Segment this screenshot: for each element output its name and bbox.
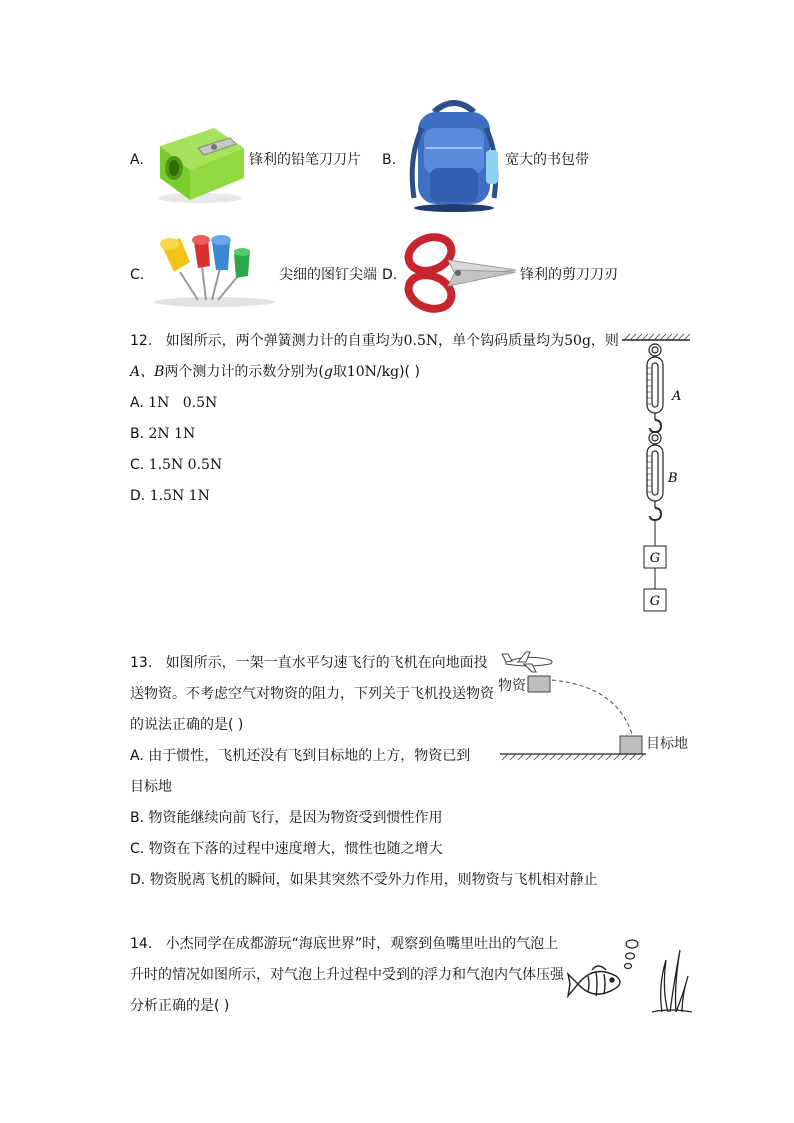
fish-icon bbox=[568, 966, 620, 996]
q12-stem-line-2 bbox=[130, 362, 420, 382]
spring-scale-a bbox=[647, 344, 663, 432]
seaweed-icon bbox=[652, 950, 692, 1012]
option-text: 锋利的铅笔刀刀片 bbox=[249, 152, 361, 168]
option-value: 1N bbox=[148, 395, 170, 411]
option-value: 0.5N bbox=[182, 395, 218, 411]
stem-math: 10N/kg bbox=[346, 364, 400, 380]
option-letter: B. bbox=[130, 810, 145, 826]
option-letter: C. bbox=[130, 457, 145, 473]
stem-math: g bbox=[323, 364, 333, 380]
stem-text: ，单个钩码质量均为 bbox=[438, 333, 565, 349]
supply-label: 物资 bbox=[498, 678, 526, 694]
q12-option-c bbox=[130, 455, 222, 475]
stem-text: ，则 bbox=[590, 333, 619, 349]
option-value: 2N bbox=[148, 426, 170, 442]
question-number: 13. bbox=[130, 655, 153, 671]
spring-scale-b bbox=[647, 432, 663, 520]
spring-weight-value: 0.5N bbox=[403, 333, 439, 349]
option-letter: D. bbox=[382, 267, 398, 283]
option-text: 锋利的剪刀刀刃 bbox=[520, 267, 618, 283]
target-label: 目标地 bbox=[646, 736, 688, 752]
q13-option-a-cont: 目标地 bbox=[130, 779, 172, 795]
ground-hatch bbox=[502, 754, 644, 760]
option-value: 1N bbox=[188, 488, 210, 504]
push-pins-icon bbox=[150, 232, 278, 308]
ceiling-hatch bbox=[622, 334, 690, 340]
q12-stem-line-1 bbox=[130, 331, 619, 351]
option-text: 尖细的图钉尖端 bbox=[279, 267, 377, 283]
option-letter: B. bbox=[130, 426, 145, 442]
q13-option-c bbox=[130, 839, 443, 859]
q13-option-b bbox=[130, 808, 443, 828]
q12-option-d bbox=[130, 486, 210, 506]
option-text: 由于惯性，飞机还没有飞到目标地的上方，物资已到 bbox=[148, 748, 471, 764]
hook-mass-value: 50g bbox=[564, 333, 591, 349]
q13-option-a bbox=[130, 746, 470, 766]
option-text: 宽大的书包带 bbox=[505, 152, 589, 168]
option-text: 物资脱离飞机的瞬间，如果其突然不受外力作用，则物资与飞机相对静止 bbox=[149, 872, 598, 888]
q14-stem-line-1 bbox=[130, 934, 558, 954]
option-letter: C. bbox=[130, 267, 145, 283]
option-text: 物资在下落的过程中速度增大，惯性也随之增大 bbox=[148, 841, 443, 857]
answer-blank: )( ) bbox=[399, 364, 420, 380]
q14-stem-line-3: 分析正确的是( ) bbox=[130, 998, 230, 1014]
scale-a-label: A bbox=[672, 389, 682, 404]
option-letter: A. bbox=[130, 748, 144, 764]
option-value: 0.5N bbox=[187, 457, 223, 473]
stem-text: 如图所示，两个弹簧测力计的自重均为 bbox=[165, 333, 404, 349]
stem-text: 小杰同学在成都游玩“海底世界”时，观察到鱼嘴里吐出的气泡上 bbox=[165, 936, 559, 952]
weight-2-label: G bbox=[649, 594, 661, 609]
q12-option-b bbox=[130, 424, 195, 444]
airdrop-figure bbox=[498, 650, 698, 762]
stem-math: A、B bbox=[130, 364, 165, 380]
option-letter: C. bbox=[130, 841, 145, 857]
spring-scale-figure bbox=[618, 332, 698, 616]
q12-option-a bbox=[130, 393, 217, 413]
scale-b-label: B bbox=[668, 471, 678, 486]
target-box bbox=[620, 736, 642, 754]
scissors-icon bbox=[404, 226, 520, 318]
option-value: 1.5N bbox=[148, 457, 184, 473]
q13-stem-line-3: 的说法正确的是( ) bbox=[130, 717, 244, 733]
question-number: 12. bbox=[130, 333, 153, 349]
option-letter: A. bbox=[130, 395, 144, 411]
stem-text: 两个测力计的示数分别为( bbox=[164, 364, 324, 380]
option-letter: D. bbox=[130, 872, 146, 888]
q13-stem-line-1 bbox=[130, 653, 488, 673]
bubble-icons bbox=[625, 940, 639, 969]
option-letter: B. bbox=[382, 152, 397, 168]
q13-option-d bbox=[130, 870, 598, 890]
stem-text: 取 bbox=[332, 364, 347, 380]
trajectory-path bbox=[552, 680, 632, 734]
q13-stem-line-2: 送物资。不考虑空气对物资的阻力，下列关于飞机投送物资 bbox=[130, 686, 494, 702]
weight-1-label: G bbox=[649, 551, 661, 566]
supply-box bbox=[528, 676, 550, 692]
backpack-icon bbox=[404, 98, 504, 214]
q14-stem-line-2: 升时的情况如图所示，对气泡上升过程中受到的浮力和气泡内气体压强 bbox=[130, 967, 564, 983]
option-value: 1.5N bbox=[149, 488, 185, 504]
fish-bubbles-figure bbox=[566, 936, 694, 1014]
pencil-sharpener-icon bbox=[152, 108, 248, 204]
option-value: 1N bbox=[174, 426, 196, 442]
option-text: 物资能继续向前飞行，是因为物资受到惯性作用 bbox=[148, 810, 443, 826]
airplane-icon bbox=[502, 652, 552, 672]
question-number: 14. bbox=[130, 936, 153, 952]
option-letter: D. bbox=[130, 488, 146, 504]
stem-text: 如图所示，一架一直水平匀速飞行的飞机在向地面投 bbox=[165, 655, 488, 671]
option-letter: A. bbox=[130, 152, 144, 168]
